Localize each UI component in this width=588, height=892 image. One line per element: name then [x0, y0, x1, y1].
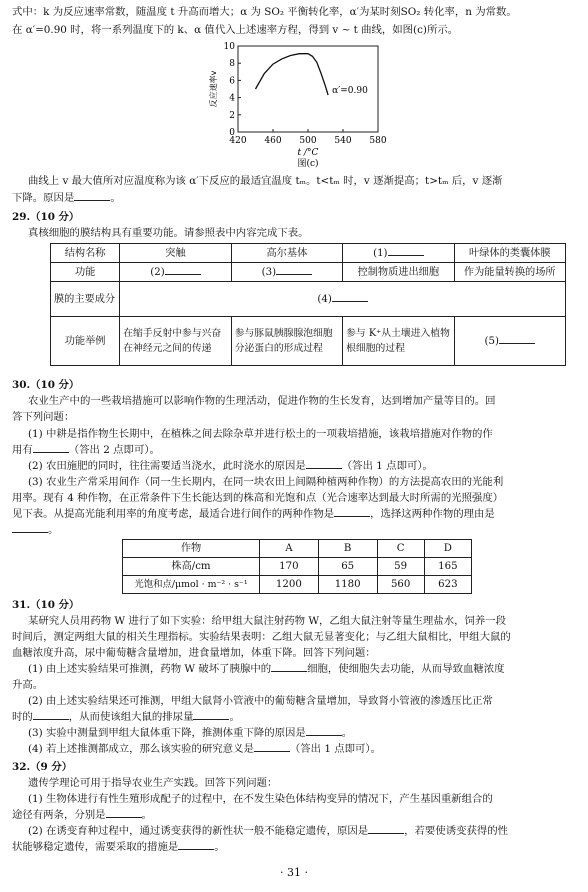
chart-title: 图(c)	[297, 159, 319, 169]
answer-blank[interactable]	[306, 458, 342, 469]
text-line: 答下列问题：	[12, 411, 75, 423]
curve-annotation: α′=0.90	[332, 86, 368, 97]
text-line: 下降。原因是 。	[12, 192, 121, 204]
table-cell: C	[377, 540, 424, 558]
text-line: (1) 生物体进行有性生殖形成配子的过程中，在不发生染色体结构变异的情况下，产生基因重新组合的	[28, 793, 493, 805]
text-line: 途径有两条，分别是 。	[12, 809, 152, 821]
table-cell: (3)	[231, 263, 342, 282]
table-cell: 膜的主要成分	[51, 282, 120, 317]
answer-blank[interactable]	[334, 506, 370, 517]
table-cell: 59	[377, 558, 424, 576]
text-line: 农业生产中的一些栽培措施可以影响作物的生理活动，促进作物的生长发育，达到增加产量等目的。回	[28, 395, 496, 407]
table-cell: 结构名称	[51, 244, 120, 263]
text-line: (1) 由上述实验结果可推测，药物 W 破坏了胰腺中的 细胞，使细胞失去功能，从而导致血糖浓度	[28, 663, 505, 675]
text-line: 式中：k 为反应速率常数，随温度 t 升高而增大；α 为 SO₂ 平衡转化率，α′为某时刻SO₂ 转化率，n 为常数。	[12, 6, 517, 18]
answer-blank[interactable]	[33, 442, 69, 453]
table-cell: 参与豚鼠胰腺腺泡细胞分泌蛋白的形成过程	[231, 317, 342, 366]
x-tick-label: 420	[229, 136, 247, 146]
rate-curve	[256, 54, 329, 95]
answer-blank[interactable]	[306, 725, 342, 736]
text-line: (2) 由上述实验结果还可推测，甲组大鼠肾小管液中的葡萄糖含量增加，导致肾小管液的渗透压比正常	[28, 695, 493, 707]
table-cell: B	[318, 540, 377, 558]
table-cell: (2)	[120, 263, 231, 282]
text-line: 真核细胞的膜结构具有重要功能。请参照表中内容完成下表。	[28, 227, 309, 239]
text-line: 时间后，测定两组大鼠的相关生理指标。实验结果表明：乙组大鼠无显著变化；与乙组大鼠相比，甲组大鼠的	[12, 631, 511, 643]
table-cell: 作为能量转换的场所	[454, 263, 565, 282]
text-line: 见下表。从提高光能利用率的角度考虑，最适合进行间作的两种作物是 ，选择这两种作物的理由是	[12, 508, 495, 520]
table-cell: 170	[260, 558, 319, 576]
text-line: 用率。现有 4 种作物，在正常条件下生长能达到的株高和光饱和点（光合速率达到最大时所需的光照强度）	[12, 492, 504, 504]
crop-table	[122, 539, 472, 594]
table-cell: 1180	[318, 576, 377, 594]
text-line: (3) 实验中测量到甲组大鼠体重下降，推测体重下降的原因是 。	[28, 727, 353, 739]
text-line: 血糖浓度升高，尿中葡萄糖含量增加，进食量增加，体重下降。回答下列问题：	[12, 647, 376, 659]
answer-blank[interactable]	[165, 264, 201, 275]
text-line: 遗传学理论可用于指导农业生产实践。回答下列问题：	[28, 777, 278, 789]
x-tick-label: 540	[334, 136, 352, 146]
table-cell: A	[260, 540, 319, 558]
text-line: 曲线上 v 最大值所对应温度称为该 α′下反应的最适宜温度 tₘ。t<tₘ 时，v 逐渐提高；t>tₘ 后，v 逐渐	[28, 175, 503, 187]
question-header: 29.（10 分）	[12, 211, 80, 223]
answer-blank[interactable]	[332, 291, 368, 302]
text-line: (3) 农业生产常采用间作（同一生长期内，在同一块农田上间隔种植两种作物）的方法提高农田的光能利	[28, 476, 504, 488]
table-cell: 功能举例	[51, 317, 120, 366]
answer-blank[interactable]	[388, 245, 424, 256]
text-line: 在 α′=0.90 时，将一系列温度下的 k、α 值代入上述速率方程，得到 v ~ t 曲线，如图(c)所示。	[12, 24, 459, 36]
y-tick-label: 4	[229, 93, 235, 104]
table-cell: 高尔基体	[231, 244, 342, 263]
table-cell: 623	[424, 576, 471, 594]
table-cell: 参与 K⁺从土壤进入植物根细胞的过程	[343, 317, 454, 366]
x-tick-label: 580	[369, 136, 387, 146]
table-cell: D	[424, 540, 471, 558]
table-cell: 突触	[120, 244, 231, 263]
table-cell: 叶绿体的类囊体膜	[454, 244, 565, 263]
y-tick-label: 6	[229, 76, 235, 87]
table-cell: 65	[318, 558, 377, 576]
table-cell: 功能	[51, 263, 120, 282]
table-cell: (5)	[454, 317, 565, 366]
y-tick-label: 8	[229, 59, 235, 70]
x-tick-label: 460	[264, 136, 282, 146]
answer-blank[interactable]	[271, 661, 307, 672]
answer-blank[interactable]	[276, 264, 312, 275]
answer-blank[interactable]	[74, 190, 110, 201]
answer-blank[interactable]	[368, 823, 404, 834]
question-header: 31.（10 分）	[12, 599, 80, 611]
text-line: 时的 ，从而使该组大鼠的排尿量 。	[12, 711, 240, 723]
text-line: 状能够稳定遗传，需要采取的措施是 。	[12, 841, 225, 853]
text-line: 。	[12, 522, 578, 538]
y-tick-label: 2	[229, 110, 235, 121]
answer-blank[interactable]	[499, 333, 535, 344]
text-line: (2) 农田施肥的同时，往往需要适当浇水，此时浇水的原因是 （答出 1 点即可）。	[28, 460, 433, 472]
membrane-table	[50, 243, 566, 366]
question-header: 32.（9 分）	[12, 761, 73, 773]
table-cell: 在缩手反射中参与兴奋在神经元之间的传递	[120, 317, 231, 366]
x-tick-label: 500	[299, 136, 317, 146]
answer-blank[interactable]	[193, 709, 229, 720]
text-line: (1) 中耕是指作物生长期中，在植株之间去除杂草并进行松土的一项栽培措施，该栽培措施对作物的作	[28, 428, 493, 440]
text-line: (4) 若上述推测都成立，那么该实验的研究意义是 （答出 1 点即可）。	[28, 743, 381, 755]
page-number: · 31 ·	[280, 866, 308, 879]
answer-blank[interactable]	[12, 522, 48, 533]
y-tick-label: 0	[229, 128, 235, 138]
question-header: 30.（10 分）	[12, 379, 80, 391]
table-cell: 1200	[260, 576, 319, 594]
y-tick-label: 10	[223, 42, 235, 52]
answer-blank[interactable]	[106, 807, 142, 818]
answer-blank[interactable]	[178, 839, 214, 850]
table-cell: 光饱和点/μmol · m⁻² · s⁻¹	[123, 576, 260, 594]
table-cell: 165	[424, 558, 471, 576]
text-line: 某研究人员用药物 W 进行了如下实验：给甲组大鼠注射药物 W，乙组大鼠注射等量生理盐水，饲养一段	[28, 615, 507, 627]
table-cell: 控制物质进出细胞	[343, 263, 454, 282]
answer-blank[interactable]	[33, 709, 69, 720]
text-line: (2) 在诱变育种过程中，通过诱变获得的新性状一般不能稳定遗传，原因是 ，若要使诱变获得的性	[28, 825, 509, 837]
table-cell: 作物	[123, 540, 260, 558]
table-cell: 株高/cm	[123, 558, 260, 576]
y-axis-label: 反应速率v	[209, 70, 218, 108]
answer-blank[interactable]	[254, 741, 290, 752]
text-line: 升高。	[12, 679, 44, 691]
table-cell: 560	[377, 576, 424, 594]
table-cell: (1)	[343, 244, 454, 263]
table-cell: (4)	[120, 282, 566, 317]
x-axis-label: t /°C	[297, 148, 319, 158]
text-line: 用有 （答出 2 点即可）。	[12, 444, 160, 456]
rate-temperature-chart	[200, 40, 400, 169]
